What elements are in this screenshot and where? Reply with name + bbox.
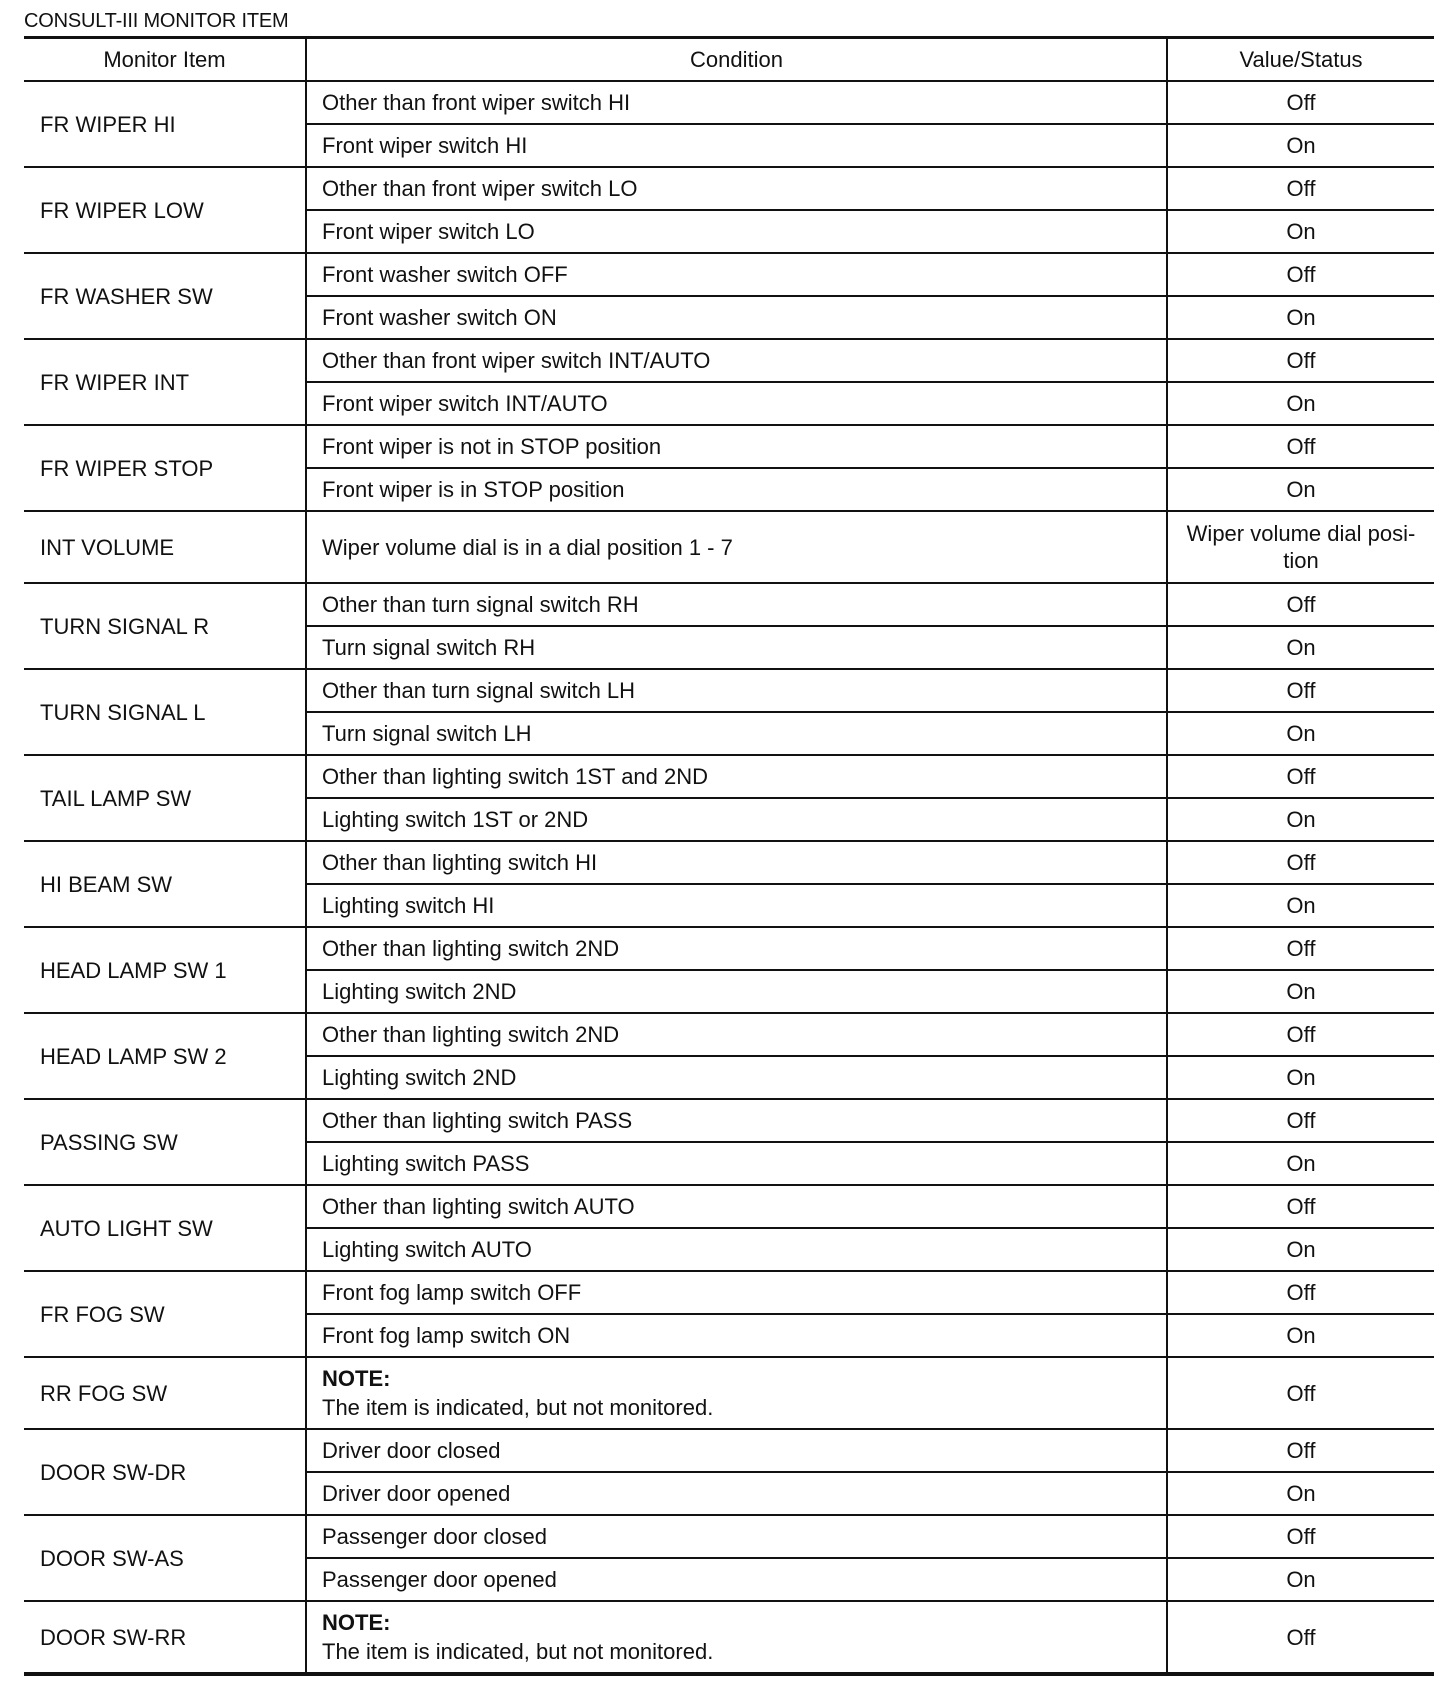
- table-row: [24, 1515, 1434, 1558]
- monitor-item-cell: DOOR SW-DR: [24, 1429, 306, 1515]
- value-status-cell: Off: [1167, 927, 1434, 970]
- value-status-cell: Off: [1167, 669, 1434, 712]
- monitor-item-cell: DOOR SW-RR: [24, 1601, 306, 1674]
- table-row: [24, 841, 1434, 884]
- value-status-cell: On: [1167, 712, 1434, 755]
- value-status-cell: Off: [1167, 841, 1434, 884]
- table-row: [24, 253, 1434, 296]
- value-status-cell: Off: [1167, 583, 1434, 626]
- monitor-item-cell: HEAD LAMP SW 2: [24, 1013, 306, 1099]
- table-row: [24, 669, 1434, 712]
- table-header: [24, 38, 1434, 82]
- condition-cell: Other than front wiper switch HI: [306, 81, 1167, 124]
- condition-cell: Other than lighting switch 2ND: [306, 1013, 1167, 1056]
- condition-cell: Front wiper switch HI: [306, 124, 1167, 167]
- condition-cell: Front fog lamp switch ON: [306, 1314, 1167, 1357]
- monitor-item-cell: TURN SIGNAL R: [24, 583, 306, 669]
- value-status-cell: Off: [1167, 1099, 1434, 1142]
- monitor-item-cell: INT VOLUME: [24, 511, 306, 583]
- table-row: [24, 425, 1434, 468]
- note-text: The item is indicated, but not monitored.: [322, 1639, 714, 1664]
- value-status-cell: On: [1167, 1314, 1434, 1357]
- monitor-item-cell: PASSING SW: [24, 1099, 306, 1185]
- table-row: [24, 927, 1434, 970]
- condition-cell: Other than lighting switch AUTO: [306, 1185, 1167, 1228]
- value-status-cell: On: [1167, 884, 1434, 927]
- value-status-cell: On: [1167, 124, 1434, 167]
- table-row: [24, 1185, 1434, 1228]
- monitor-item-cell: FR WASHER SW: [24, 253, 306, 339]
- table-row: [24, 81, 1434, 124]
- condition-cell: Front wiper is not in STOP position: [306, 425, 1167, 468]
- condition-cell: Front fog lamp switch OFF: [306, 1271, 1167, 1314]
- value-status-cell: On: [1167, 210, 1434, 253]
- condition-cell: Driver door closed: [306, 1429, 1167, 1472]
- table-body: [24, 81, 1434, 1674]
- value-status-cell: Wiper volume dial posi- tion: [1167, 511, 1434, 583]
- monitor-item-cell: FR FOG SW: [24, 1271, 306, 1357]
- header-value-status: Value/Status: [1167, 38, 1434, 82]
- value-status-cell: On: [1167, 970, 1434, 1013]
- value-status-cell: Off: [1167, 1601, 1434, 1674]
- value-status-cell: Off: [1167, 1271, 1434, 1314]
- value-status-cell: Off: [1167, 1429, 1434, 1472]
- condition-cell: Other than lighting switch HI: [306, 841, 1167, 884]
- table-row: [24, 167, 1434, 210]
- value-status-cell: On: [1167, 468, 1434, 511]
- condition-cell: Lighting switch 2ND: [306, 1056, 1167, 1099]
- condition-cell: Other than lighting switch 1ST and 2ND: [306, 755, 1167, 798]
- table-row: [24, 1429, 1434, 1472]
- header-monitor-item: Monitor Item: [24, 38, 306, 82]
- condition-cell: Other than turn signal switch LH: [306, 669, 1167, 712]
- condition-cell: Passenger door closed: [306, 1515, 1167, 1558]
- monitor-item-cell: DOOR SW-AS: [24, 1515, 306, 1601]
- table-row: [24, 755, 1434, 798]
- table-row: [24, 1271, 1434, 1314]
- monitor-item-cell: FR WIPER HI: [24, 81, 306, 167]
- value-status-cell: On: [1167, 1056, 1434, 1099]
- condition-cell: Lighting switch PASS: [306, 1142, 1167, 1185]
- monitor-item-cell: HEAD LAMP SW 1: [24, 927, 306, 1013]
- condition-cell: Other than front wiper switch LO: [306, 167, 1167, 210]
- value-status-cell: On: [1167, 1142, 1434, 1185]
- condition-cell: Other than turn signal switch RH: [306, 583, 1167, 626]
- monitor-item-cell: RR FOG SW: [24, 1357, 306, 1429]
- condition-cell: Front washer switch OFF: [306, 253, 1167, 296]
- table-row: [24, 339, 1434, 382]
- value-status-cell: Off: [1167, 167, 1434, 210]
- condition-cell: Other than front wiper switch INT/AUTO: [306, 339, 1167, 382]
- page-title: CONSULT-III MONITOR ITEM: [24, 10, 289, 32]
- condition-cell: Lighting switch HI: [306, 884, 1167, 927]
- value-status-cell: Off: [1167, 1357, 1434, 1429]
- monitor-item-cell: HI BEAM SW: [24, 841, 306, 927]
- value-status-cell: Off: [1167, 1185, 1434, 1228]
- note-text: The item is indicated, but not monitored.: [322, 1395, 714, 1420]
- table-row: [24, 1357, 1434, 1429]
- condition-cell: [306, 1601, 1167, 1674]
- value-status-cell: On: [1167, 382, 1434, 425]
- value-status-cell: Off: [1167, 755, 1434, 798]
- condition-cell: Front wiper switch INT/AUTO: [306, 382, 1167, 425]
- table-row: [24, 1099, 1434, 1142]
- condition-cell: Front wiper is in STOP position: [306, 468, 1167, 511]
- note-label: NOTE:: [322, 1610, 391, 1635]
- condition-cell: Other than lighting switch 2ND: [306, 927, 1167, 970]
- monitor-item-cell: FR WIPER INT: [24, 339, 306, 425]
- value-status-cell: Off: [1167, 1515, 1434, 1558]
- value-status-cell: On: [1167, 1472, 1434, 1515]
- condition-cell: [306, 1357, 1167, 1429]
- value-status-cell: Off: [1167, 1013, 1434, 1056]
- header-condition: Condition: [306, 38, 1167, 82]
- condition-cell: Turn signal switch RH: [306, 626, 1167, 669]
- condition-cell: Wiper volume dial is in a dial position 1 - 7: [306, 511, 1167, 583]
- value-status-cell: On: [1167, 626, 1434, 669]
- condition-cell: Other than lighting switch PASS: [306, 1099, 1167, 1142]
- monitor-item-cell: AUTO LIGHT SW: [24, 1185, 306, 1271]
- condition-cell: Front wiper switch LO: [306, 210, 1167, 253]
- value-status-cell: On: [1167, 1558, 1434, 1601]
- condition-cell: Passenger door opened: [306, 1558, 1167, 1601]
- condition-cell: Turn signal switch LH: [306, 712, 1167, 755]
- value-status-cell: Off: [1167, 253, 1434, 296]
- condition-cell: Driver door opened: [306, 1472, 1167, 1515]
- header-row: [24, 38, 1434, 82]
- condition-cell: Lighting switch 1ST or 2ND: [306, 798, 1167, 841]
- value-status-cell: Off: [1167, 425, 1434, 468]
- monitor-item-cell: FR WIPER LOW: [24, 167, 306, 253]
- condition-cell: Lighting switch 2ND: [306, 970, 1167, 1013]
- monitor-item-cell: FR WIPER STOP: [24, 425, 306, 511]
- value-status-cell: Off: [1167, 339, 1434, 382]
- table-row: [24, 1013, 1434, 1056]
- table-row: [24, 511, 1434, 583]
- table-row: [24, 1601, 1434, 1674]
- value-status-cell: Off: [1167, 81, 1434, 124]
- monitor-item-cell: TURN SIGNAL L: [24, 669, 306, 755]
- value-status-cell: On: [1167, 1228, 1434, 1271]
- condition-cell: Front washer switch ON: [306, 296, 1167, 339]
- value-status-cell: On: [1167, 296, 1434, 339]
- value-status-cell: On: [1167, 798, 1434, 841]
- note-label: NOTE:: [322, 1366, 391, 1391]
- condition-cell: Lighting switch AUTO: [306, 1228, 1167, 1271]
- monitor-item-cell: TAIL LAMP SW: [24, 755, 306, 841]
- monitor-item-table: [24, 36, 1434, 1676]
- table-row: [24, 583, 1434, 626]
